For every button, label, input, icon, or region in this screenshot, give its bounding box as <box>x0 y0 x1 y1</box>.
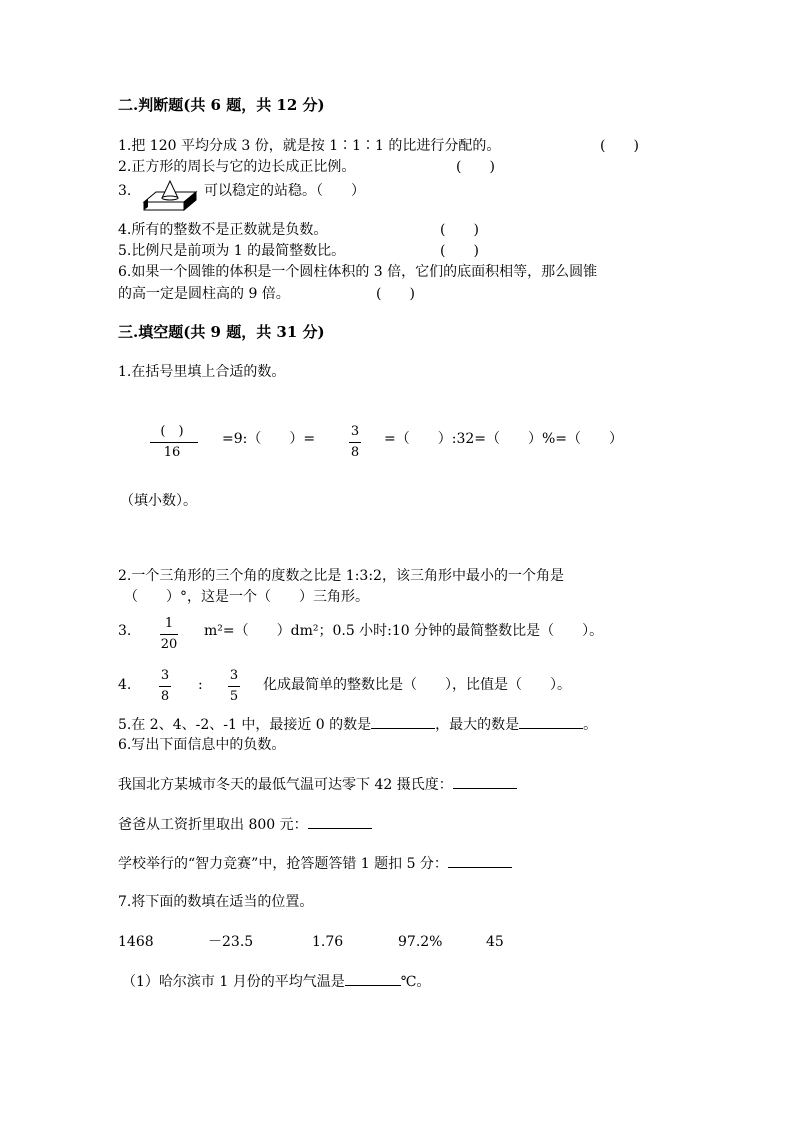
fill-q1-equation-a: =9:（ ）= <box>222 431 316 447</box>
fraction-numerator: 1 <box>164 616 174 631</box>
fill-q5-text-a: 5.在 2、4、-2、-1 中，最接近 0 的数是 <box>118 717 372 733</box>
fill-q3-fraction <box>152 616 186 653</box>
fill-q2-line2: （ ）°，这是一个（ ）三角形。 <box>124 589 369 605</box>
fill-q1-note: （填小数）。 <box>120 493 197 509</box>
fraction-denominator: 5 <box>229 689 239 704</box>
fraction-denominator: 8 <box>350 445 360 460</box>
fill-q3-number: 3. <box>118 623 132 639</box>
fill-q7-sub1-unit: ℃。 <box>400 974 431 990</box>
cone-on-block-figure <box>140 180 200 216</box>
fill-q6: 6.写出下面信息中的负数。 <box>118 737 286 753</box>
fill-q1-fraction-2 <box>340 424 370 461</box>
fill-q6-item1-blank[interactable] <box>453 775 517 789</box>
fill-q4-fraction-2 <box>219 668 249 705</box>
fraction-bar <box>159 686 171 687</box>
fill-q1-equation-b: =（ ）:32=（ ）%=（ ） <box>384 431 624 447</box>
judge-q3-number: 3. <box>118 183 132 199</box>
fill-q4-number: 4. <box>118 677 132 693</box>
fraction-bar <box>228 686 240 687</box>
judge-q4-answer[interactable]: ( ) <box>440 222 479 238</box>
judge-q3: 可以稳定的站稳。（ ） <box>204 183 365 199</box>
fill-q5-text-c: 。 <box>583 717 598 733</box>
section-3-heading: 三.填空题(共 9 题，共 31 分) <box>118 323 325 341</box>
fraction-numerator: 3 <box>160 668 170 683</box>
fill-q7-number-1: 1468 <box>118 934 154 950</box>
fill-q6-item2-blank[interactable] <box>308 815 372 829</box>
fill-q6-item1 <box>118 775 517 794</box>
fill-q7-sub1 <box>122 972 430 991</box>
fill-q1: 1.在括号里填上合适的数。 <box>118 364 286 380</box>
fraction-bar <box>160 634 178 635</box>
fraction-numerator: 3 <box>229 668 239 683</box>
judge-q6-line1: 6.如果一个圆锥的体积是一个圆柱体积的 3 倍，它们的底面积相等，那么圆锥 <box>118 264 598 280</box>
fill-q7-number-3: 1.76 <box>312 934 344 950</box>
fill-q6-item2 <box>118 815 372 834</box>
fill-q1-fraction-1 <box>150 424 194 461</box>
fill-q6-item3 <box>118 854 512 873</box>
judge-q4: 4.所有的整数不是正数就是负数。 <box>118 222 328 238</box>
fill-q7-sub1-text: （1）哈尔滨市 1 月份的平均气温是 <box>122 974 345 990</box>
fill-q7-number-5: 45 <box>486 934 504 950</box>
judge-q6-line2: 的高一定是圆柱高的 9 倍。 <box>118 286 290 302</box>
fill-q4-colon: : <box>198 677 203 693</box>
fraction-denominator: 8 <box>160 689 170 704</box>
fill-q5-text-b: ，最大的数是 <box>435 717 520 733</box>
fraction-denominator: 16 <box>163 445 181 460</box>
fraction-denominator: 20 <box>160 637 178 652</box>
fill-q6-item3-blank[interactable] <box>448 854 512 868</box>
fill-q4-fraction-1 <box>150 668 180 705</box>
judge-q2: 2.正方形的周长与它的边长成正比例。 <box>118 159 356 175</box>
fill-q7-number-2: －23.5 <box>208 934 254 950</box>
fill-q6-item2-text: 爸爸从工资折里取出 800 元： <box>118 817 308 833</box>
fill-q6-item3-text: 学校举行的“智力竞赛”中，抢答题答错 1 题扣 5 分： <box>118 856 448 872</box>
fill-q5-blank-2[interactable] <box>519 715 583 729</box>
section-2-heading: 二.判断题(共 6 题，共 12 分) <box>118 96 325 114</box>
fill-q7: 7.将下面的数填在适当的位置。 <box>118 894 314 910</box>
fraction-bar <box>150 442 198 443</box>
judge-q1-answer[interactable]: ( ) <box>600 138 639 154</box>
judge-q2-answer[interactable]: ( ) <box>456 159 495 175</box>
fill-q7-sub1-blank[interactable] <box>345 972 401 986</box>
fill-q6-item1-text: 我国北方某城市冬天的最低气温可达零下 42 摄氏度： <box>118 777 453 793</box>
fraction-bar <box>349 442 361 443</box>
judge-q5: 5.比例尺是前项为 1 的最简整数比。 <box>118 243 346 259</box>
judge-q6-answer[interactable]: ( ) <box>376 286 415 302</box>
fill-q5 <box>118 715 597 734</box>
fraction-numerator: 3 <box>350 424 360 439</box>
judge-q1: 1.把 120 平均分成 3 份，就是按 1∶1∶1 的比进行分配的。 <box>118 138 501 154</box>
fill-q5-blank-1[interactable] <box>371 715 435 729</box>
fill-q3: m²=（ ）dm²；0.5 小时:10 分钟的最简整数比是（ ）。 <box>204 623 604 639</box>
judge-q5-answer[interactable]: ( ) <box>440 243 479 259</box>
fill-q7-number-4: 97.2% <box>398 934 443 950</box>
fill-q2-line1: 2.一个三角形的三个角的度数之比是 1:3:2，该三角形中最小的一个角是 <box>118 568 564 584</box>
fraction-numerator[interactable]: ( ) <box>160 424 184 439</box>
fill-q4: 化成最简单的整数比是（ ），比值是（ ）。 <box>263 677 571 693</box>
